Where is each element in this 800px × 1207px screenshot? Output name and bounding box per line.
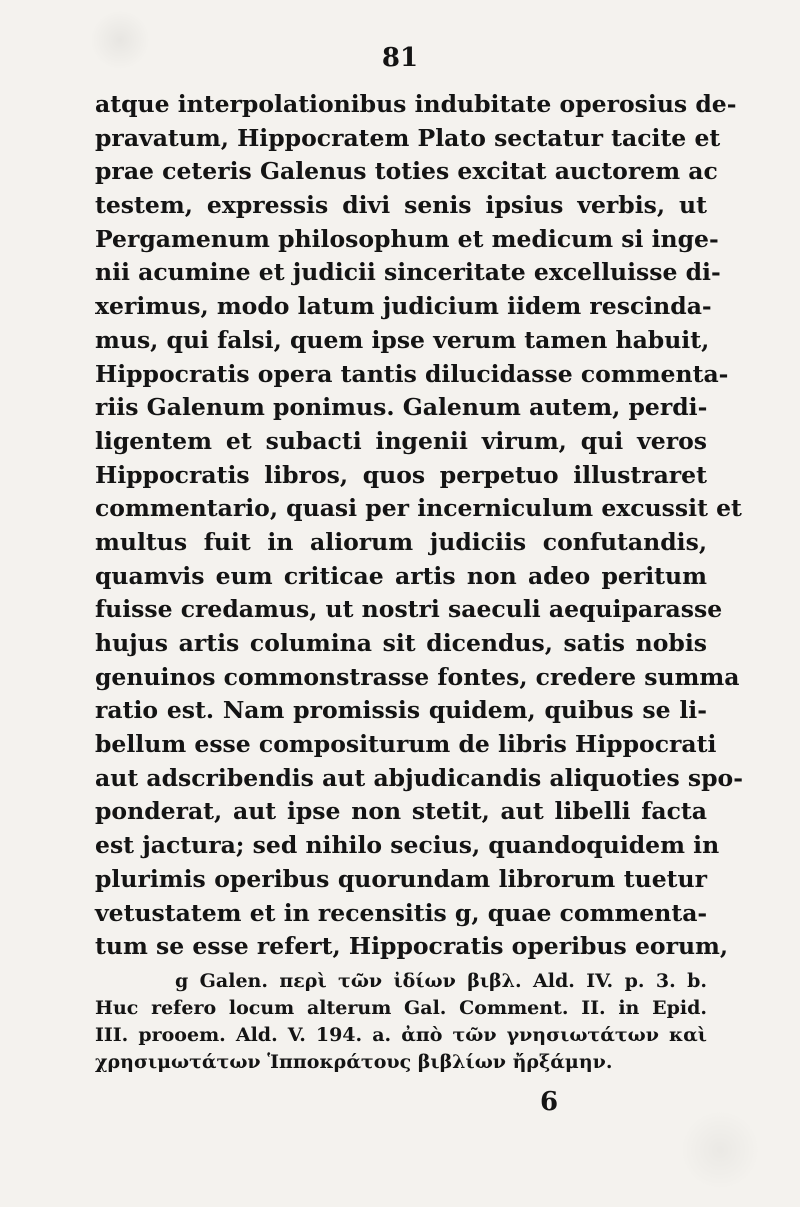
text-line: est jactura; sed nihilo secius, quandoquidem in [95, 831, 720, 860]
text-line: mus, qui falsi, quem ipse verum tamen habuit, [95, 325, 710, 354]
text-line: atque interpolationibus indubitate operosius de- [95, 90, 737, 118]
text-line: Hippocratis opera tantis dilucidasse commenta- [95, 359, 729, 388]
text-line: testem, expressis divi senis ipsius verbis, ut [95, 191, 707, 220]
text-line: multus fuit in aliorum judiciis confutandis, [95, 527, 707, 556]
footnote-block [95, 968, 707, 1076]
text-line: ratio est. Nam promissis quidem, quibus se li- [95, 696, 707, 725]
text-line: Pergamenum philosophum et medicum si inge- [95, 224, 719, 253]
footnote-line: χρησιμωτάτων Ἱπποκράτους βιβλίων ἤρξάμην. [95, 1051, 613, 1073]
text-line: quamvis eum criticae artis non adeo peritum [95, 561, 707, 590]
text-line: hujus artis columina sit dicendus, satis nobis [95, 629, 707, 657]
text-line: xerimus, modo latum judicium iidem rescinda- [95, 292, 712, 321]
footnote-line: g Galen. περὶ τῶν ἰδίων βιβλ. Ald. IV. p. 3. b. [175, 970, 707, 992]
text-line: ligentem et subacti ingenii virum, qui veros [95, 426, 707, 455]
main-text-block [95, 88, 743, 964]
text-line: pravatum, Hippocratem Plato sectatur tacite et [95, 123, 721, 152]
text-line: nii acumine et judicii sinceritate excelluisse di- [95, 258, 721, 287]
text-line: plurimis operibus quorundam librorum tuetur [95, 864, 707, 893]
text-line: tum se esse refert, Hippocratis operibus eorum, [95, 932, 729, 961]
text-line: aut adscribendis aut abjudicandis aliquoties spo- [95, 763, 743, 792]
text-line: bellum esse compositurum de libris Hippocrati [95, 730, 717, 759]
footnote-line: Huc refero locum alterum Gal. Comment. II. in Epid. [95, 997, 707, 1019]
text-line: commentario, quasi per incerniculum excussit et [95, 494, 742, 523]
signature-mark: 6 [540, 1087, 559, 1117]
footnote-line: III. prooem. Ald. V. 194. a. ἀπὸ τῶν γνησιωτάτων καὶ [95, 1024, 707, 1046]
text-line: fuisse credamus, ut nostri saeculi aequiparasse [95, 595, 723, 624]
text-line: genuinos commonstrasse fontes, credere summa [95, 662, 740, 691]
text-line: Hippocratis libros, quos perpetuo illustraret [95, 460, 707, 489]
text-line: riis Galenum ponimus. Galenum autem, perdi- [95, 393, 708, 422]
text-line: ponderat, aut ipse non stetit, aut libelli facta [95, 797, 707, 826]
text-line: vetustatem et in recensitis g, quae commenta- [95, 898, 708, 927]
page-number: 81 [381, 43, 419, 73]
text-line: prae ceteris Galenus toties excitat auctorem ac [95, 157, 718, 186]
